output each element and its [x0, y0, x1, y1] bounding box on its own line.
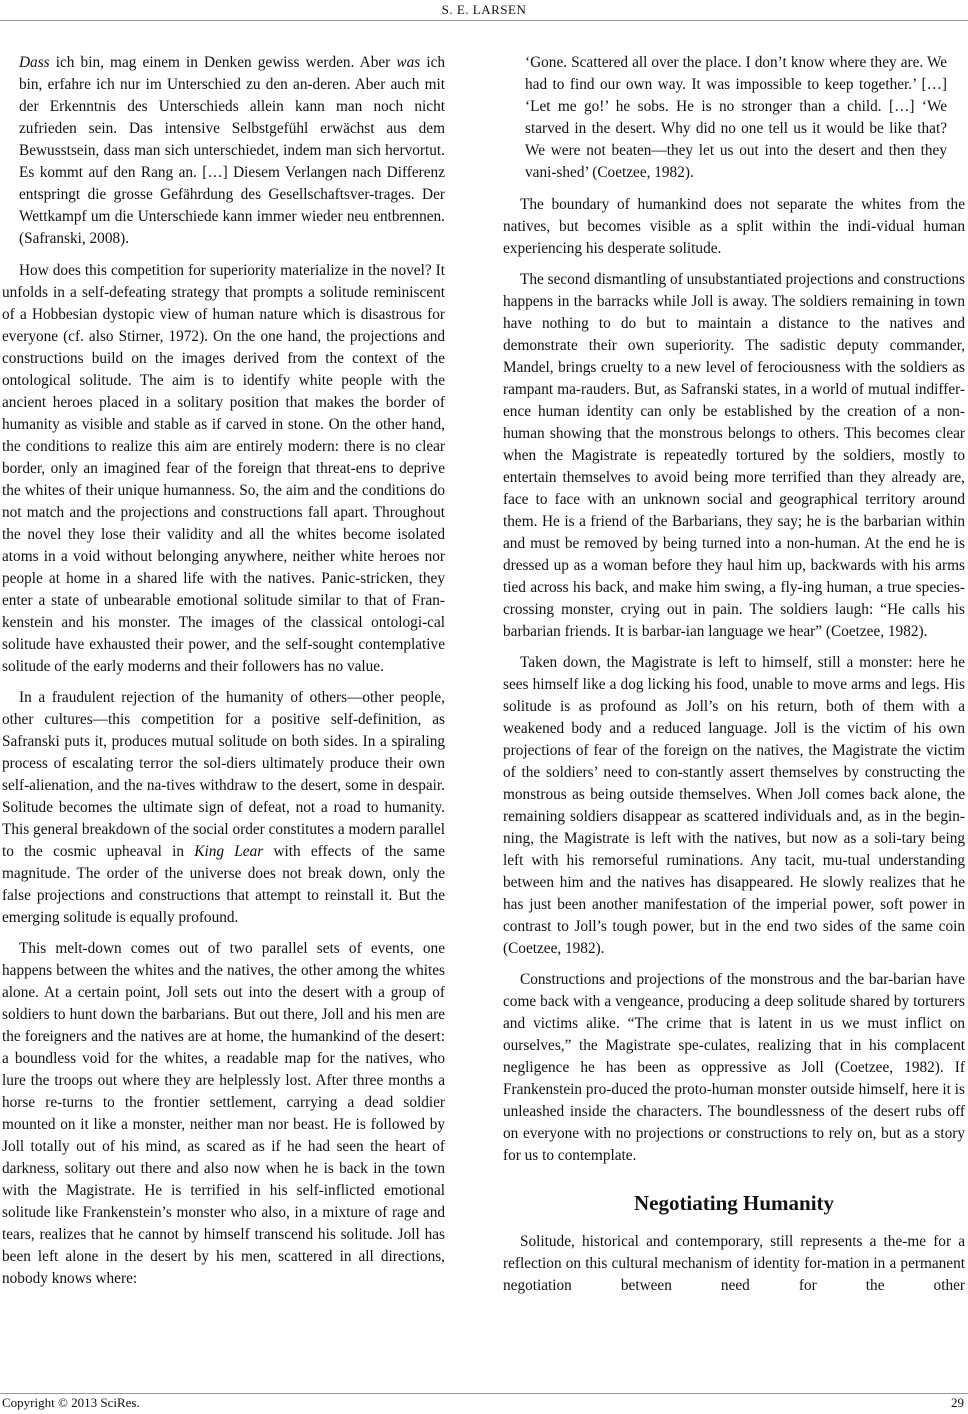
right-column: [503, 52, 965, 1306]
body-paragraph: How does this competition for superiority materialize in the novel? It unfolds in a self-defeating strategy that prompts a solitude reminiscent of a Hobbesian dystopic view of human nature which is disastrous for everyone (cf. also Stirner, 1972). On the one hand, the projections and constructions build on the images derived from the context of the ontological solitude. The aim is to identify white people with the ancient heroes placed in a solitary position that makes the border of humanity as visible and stable as if carved in stone. On the other hand, the conditions to realize this aim are entirely modern: there is no clear border, only an imagined fear of the foreign that threat-ens to deprive the whites of their unique humanness. So, the aim and the conditions do not match and the projections and constructions fall apart. Throughout the novel they lose their validity and all the whites become isolated atoms in a void without belonging anywhere, neither white heroes nor people at home in a shared life with the natives. Panic-stricken, they enter a state of unbearable emotional solitude similar to that of Fran-kenstein and his monster. The images of the classical ontologi-cal solitude have exhausted their power, and the self-sought contemplative solitude of the early moderns and their followers has no value.: [2, 262, 445, 675]
body-paragraph: In a fraudulent rejection of the humanity of others—other people, other cultures—this competition for a positive self-definition, as Safranski puts it, produces mutual solitude on both sides. In a spiraling process of escalating terror the sol-diers ultimately produce their own self-alienation, and the na-tives withdraw to the desert, some in despair. Solitude becomes the ultimate sign of defeat, not a road to humanity. This general breakdown of the social order constitutes a modern parallel to the cosmic upheaval in King Lear with effects of the same magnitude. The order of the universe does not break down, only the false projections and constructions that attempt to reinstall it. But the emerging solitude is equally profound.: [2, 689, 445, 926]
italic-text: was: [396, 54, 421, 71]
block-quote: Dass ich bin, mag einem in Denken gewiss werden. Aber was ich bin, erfahre ich nur im Unterschied zu den an-deren. Aber auch mit der Erkenntnis des Unterschieds allein kann man noch nicht zufrieden sein. Das intensive Selbstgefühl erwächst aus dem Bewusstsein, dass man sich unterschiedet, indem man sich hervortut. Es kommt auf den Rang an. […] Diesem Verlangen nach Differenz entspringt die grosse Gefährdung des Gesellschaftsver-trages. Der Wettkampf um die Unterschiede kann immer wieder neu entbrennen. (Safranski, 2008).: [19, 54, 446, 247]
body-paragraph: The second dismantling of unsubstantiated projections and constructions happens in the barracks while Joll is away. The soldiers remaining in town have nothing to do but to maintain a distance to the natives and demonstrate their own superiority. The sadistic deputy commander, Mandel, brings cruelty to a new level of ferociousness with the soldiers as rampant ma-rauders. But, as Safranski states, in a world of mutual indiffer-ence human identity can only be established by the creation of a non-human showing that the monstrous belongs to others. This becomes clear when the Magistrate is repeatedly tortured by the soldiers, mostly to entertain themselves to avoid being more terrified than they already are, face to face with an unknown social and geographical territory around them. He is a friend of the Barbarians, they say; he is the barbarian within and must be removed by being turned into a non-human. At the end he is dressed up as a woman before they haul him up, backwards with his arms tied across his back, and make him swing, a fly-ing human, a true species-crossing monster, crying out in pain. The soldiers laugh: “He calls his barbarian friends. It is barbar-ian language we hear” (Coetzee, 1982).: [503, 271, 965, 640]
italic-text: Dass: [19, 54, 50, 71]
copyright-notice: Copyright © 2013 SciRes.: [2, 1395, 140, 1410]
body-paragraph: Taken down, the Magistrate is left to himself, still a monster: here he sees himself like a dog licking his food, unable to move arms and legs. His solitude is as profound as Joll’s on his return, both of them with a weakened body and a reduced language. Joll is the victim of his own projections of fear of the foreign on the natives, the Magistrate the victim of the soldiers’ need to con-stantly assert themselves by constructing the monstrous as being outside themselves. When Joll comes back alone, the remaining soldiers disappear as scattered individuals and, as in the begin-ning, the Magistrate is left with the natives, but now as a soli-tary being left with his remorseful ruminations. Any tacit, mu-tual understanding between him and the natives has disappeared. He slowly realizes that he has just been another manifestation of the imperial power, soft power in contrast to Joll’s tough power, but in the end two sides of the same coin (Coetzee, 1982).: [503, 654, 965, 957]
block-quote: ‘Gone. Scattered all over the place. I don’t know where they are. We had to find our own way. It was impossible to keep together.’ […] ‘Let me go!’ he sobs. He is no stronger than a child. […] ‘We starved in the desert. Why did no one tell us it would be like that? We were not beaten—they let us out into the desert and then they vani-shed’ (Coetzee, 1982).: [525, 54, 947, 181]
body-paragraph: This melt-down comes out of two parallel sets of events, one happens between the whites and the natives, the other among the whites alone. At a certain point, Joll sets out into the desert with a group of soldiers to hunt down the barbarians. But out there, Joll and his men are the foreigners and the natives are at home, the humankind of the desert: a boundless void for the whites, a readable map for the natives, who lure the troops out where they are helplessly lost. After three months a horse re-turns to the frontier settlement, carrying a dead soldier mounted on it like a monster, neither man nor beast. He is followed by Joll totally out of his mind, as scared as if he had seen the heart of darkness, solitary out there and also now when he is back in the town with the Magistrate. He is terrified in his self-inflicted emotional solitude like Frankenstein’s monster who also, in a mixture of rage and tears, realizes that he cannot by himself transcend his solitude. Joll has been left alone in the desert by his men, scattered in all directions, nobody knows where:: [2, 940, 445, 1287]
header-rule: [0, 20, 968, 21]
body-paragraph: Solitude, historical and contemporary, still represents a the-me for a reflection on this cultural mechanism of identity for-mation in a permanent negotiation between need for the other: [503, 1233, 965, 1294]
body-paragraph: The boundary of humankind does not separate the whites from the natives, but becomes visible as a split within the indi-vidual human experiencing his desperate solitude.: [503, 196, 965, 257]
italic-text: King Lear: [194, 843, 264, 860]
running-head: S. E. LARSEN: [441, 2, 527, 17]
page-number: 29: [951, 1395, 964, 1410]
left-column: [2, 52, 445, 1299]
section-heading: Negotiating Humanity: [633, 1191, 835, 1215]
footer-rule: [0, 1393, 968, 1394]
body-paragraph: Constructions and projections of the monstrous and the bar-barian have come back with a vengeance, producing a deep solitude shared by torturers and victims alike. “The crime that is latent in us we must inflict on ourselves,” the Magistrate spe-culates, realizing that in his complacent negligence he has been as oppressive as Joll (Coetzee, 1982). If Frankenstein pro-duced the proto-human monster outside himself, here it is unleashed inside the characters. The boundlessness of the desert rubs off on everyone with no projections or constructions to rely on, but as a story for us to contemplate.: [503, 971, 965, 1164]
